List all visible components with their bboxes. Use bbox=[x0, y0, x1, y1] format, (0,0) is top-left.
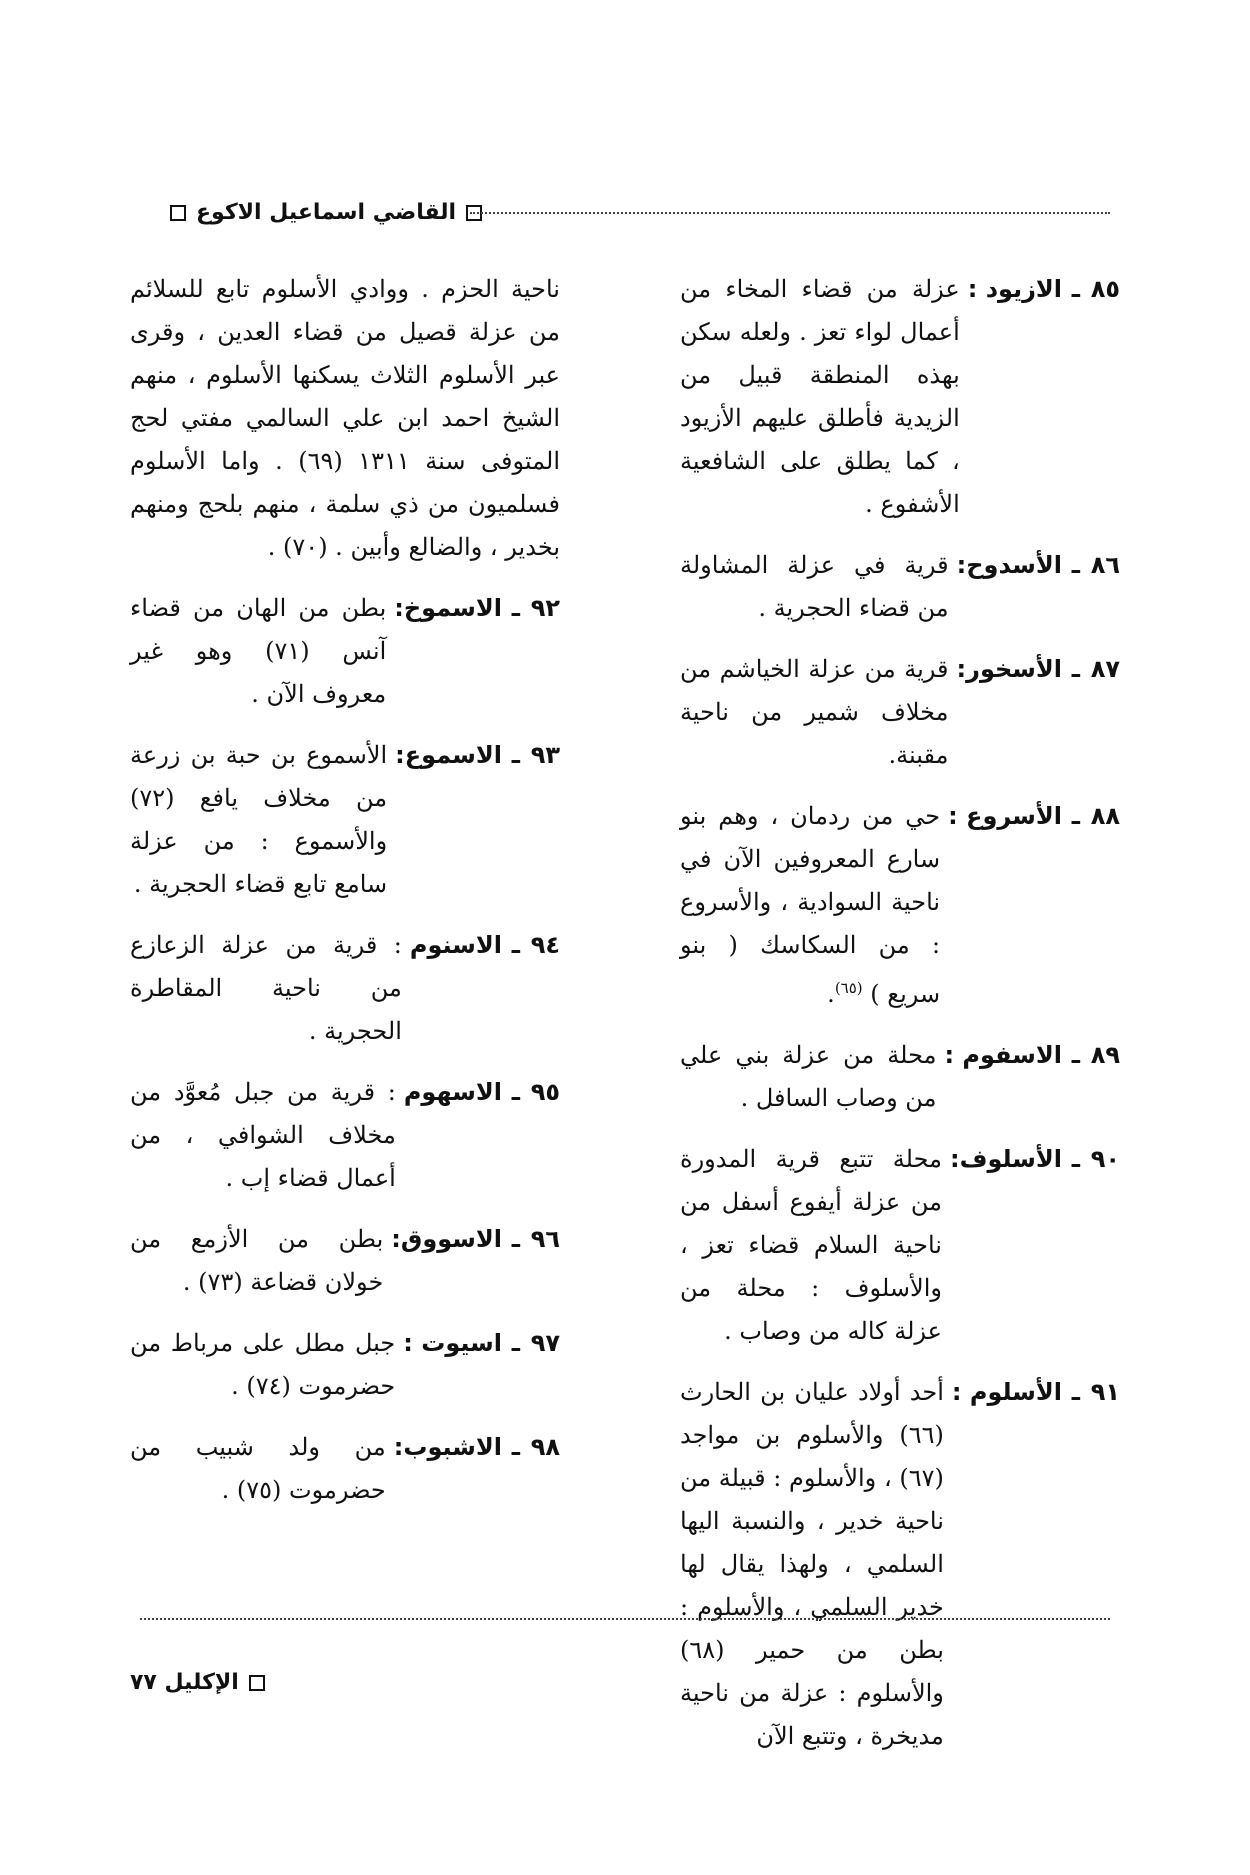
entry-definition: : قرية من جبل مُعوَّد من مخلاف الشوافي ، من أعمال قضاء إب . bbox=[130, 1078, 396, 1192]
entry-number: ٩٥ bbox=[530, 1078, 560, 1106]
entry-number: ٨٥ bbox=[1090, 275, 1120, 303]
entry bbox=[130, 734, 560, 906]
entry-term: الأسروع : bbox=[948, 802, 1062, 830]
entry-term: الاشبوب: bbox=[393, 1433, 502, 1461]
entry-definition: بطن من الهان من قضاء آنس (٧١) وهو غير معروف الآن . bbox=[130, 594, 387, 708]
entry-term: الاسهوم bbox=[403, 1078, 502, 1106]
entry-dash: ـ bbox=[1071, 1378, 1080, 1406]
entry bbox=[130, 1426, 560, 1512]
entry-dash: ـ bbox=[1071, 275, 1080, 303]
entry-definition: : قرية من عزلة الزعازع من ناحية المقاطرة الحجرية . bbox=[130, 931, 402, 1045]
top-dotted-rule bbox=[470, 212, 1110, 214]
entry bbox=[680, 648, 1120, 777]
entry-definition: جبل مطل على مرباط من حضرموت (٧٤) . bbox=[130, 1329, 396, 1400]
entry-number: ٩٦ bbox=[530, 1225, 560, 1253]
entry bbox=[680, 1371, 1120, 1758]
entry bbox=[130, 587, 560, 716]
entry bbox=[680, 544, 1120, 630]
running-head-text: القاضي اسماعيل الاكوع bbox=[196, 200, 457, 225]
entry-definition: من ولد شبيب من حضرموت (٧٥) . bbox=[130, 1433, 386, 1504]
entry-definition: قرية في عزلة المشاولة من قضاء الحجرية . bbox=[680, 551, 949, 622]
entry-term: الاسووق: bbox=[391, 1225, 502, 1253]
entry-term: الاسفوم : bbox=[944, 1041, 1062, 1069]
continuation-paragraph: ناحية الحزم . ووادي الأسلوم تابع للسلائم من عزلة قصيل من قضاء العدين ، وقرى عبر الأسلوم الثلاث يسكنها الأسلوم ، منهم الشيخ احمد ابن علي السالمي مفتي لحج المتوفى سنة ١٣١١ (٦٩) . واما الأسلوم فسلميون من ذي سلمة ، منهم بلحج ومنهم بخدير ، والضالع وأبين . (٧٠) . bbox=[130, 275, 561, 561]
entry-number: ٩٧ bbox=[530, 1329, 560, 1357]
entry-dash: ـ bbox=[511, 1225, 520, 1253]
entry-number: ٩١ bbox=[1090, 1378, 1120, 1406]
entry-dash: ـ bbox=[511, 1078, 520, 1106]
entry-definition-text: حي من ردمان ، وهم بنو سارع المعروفين الآن في ناحية السوادية ، والأسروع : من السكاسك ( بنو سريع ) bbox=[680, 802, 941, 1008]
page-footer bbox=[130, 1670, 265, 1695]
entry-dash: ـ bbox=[1071, 1041, 1080, 1069]
entry-number: ٩٠ bbox=[1090, 1145, 1120, 1173]
entry-term: الاسموع: bbox=[395, 741, 502, 769]
entry-definition: محلة من عزلة بني علي من وصاب السافل . bbox=[680, 1041, 937, 1112]
entry-dash: ـ bbox=[1071, 1145, 1080, 1173]
square-ornament-icon bbox=[249, 1675, 265, 1691]
entry-term: الاسنوم bbox=[409, 931, 502, 959]
entry bbox=[680, 268, 1120, 526]
entry-definition: قرية من عزلة الخياشم من مخلاف شمير من ناحية مقبنة. bbox=[680, 655, 949, 769]
entry-term: اسيوت : bbox=[403, 1329, 502, 1357]
entry-definition: محلة تتبع قرية المدورة من عزلة أيفوع أسفل من ناحية السلام قضاء تعز ، والأسلوف : محلة من عزلة كاله من وصاب . bbox=[680, 1145, 942, 1345]
bottom-dotted-rule bbox=[140, 1618, 1110, 1620]
entry-dash: ـ bbox=[511, 931, 520, 959]
entry-term: الأسلوم : bbox=[951, 1378, 1062, 1406]
entry-number: ٨٦ bbox=[1090, 551, 1120, 579]
entry-term: الأسلوف: bbox=[949, 1145, 1062, 1173]
page-folio: الإكليل ٧٧ bbox=[130, 1670, 239, 1695]
entry-definition: حي من ردمان ، وهم بنو سارع المعروفين الآن في ناحية السوادية ، والأسروع : من السكاسك ( بنو سريع ) $^{(٦٥)}$. bbox=[680, 802, 941, 1008]
entry bbox=[680, 1034, 1120, 1120]
entry-number: ٩٤ bbox=[530, 931, 560, 959]
entry bbox=[130, 1322, 560, 1408]
entry-definition: الأسموع بن حبة بن زرعة من مخلاف يافع (٧٢) والأسموع : من عزلة سامع تابع قضاء الحجرية . bbox=[130, 741, 388, 898]
entry bbox=[680, 1138, 1120, 1353]
entry-term: الأسخور: bbox=[956, 655, 1062, 683]
entry bbox=[130, 924, 560, 1053]
entry-number: ٨٨ bbox=[1090, 802, 1120, 830]
entry-dash: ـ bbox=[511, 1433, 520, 1461]
entry-dash: ـ bbox=[511, 1329, 520, 1357]
entry-number: ٩٣ bbox=[530, 741, 560, 769]
entry-dash: ـ bbox=[511, 594, 520, 622]
entry-number: ٨٩ bbox=[1090, 1041, 1120, 1069]
entry-number: ٨٧ bbox=[1090, 655, 1120, 683]
entry-definition: عزلة من قضاء المخاء من أعمال لواء تعز . ولعله سكن بهذه المنطقة قبيل من الزيدية فأطلق عليهم الأزيود ، كما يطلق على الشافعية الأشفوع . bbox=[680, 275, 960, 518]
right-column bbox=[680, 268, 1120, 1776]
entry-definition: أحد أولاد عليان بن الحارث (٦٦) والأسلوم بن مواجد (٦٧) ، والأسلوم : قبيلة من ناحية خدير ، والنسبة اليها السلمي ، ولهذا يقال لها خدير السلمي ، والأسلوم : بطن من حمير (٦٨) والأسلوم : عزلة من ناحية مديخرة ، وتتبع الآن bbox=[680, 1378, 944, 1750]
entry-dash: ـ bbox=[1071, 655, 1080, 683]
running-head bbox=[170, 200, 482, 225]
entry bbox=[130, 1071, 560, 1200]
entry-number: ٩٢ bbox=[530, 594, 560, 622]
entry-term: الاسموخ: bbox=[394, 594, 502, 622]
entry-term: الازيود : bbox=[967, 275, 1062, 303]
entry-dash: ـ bbox=[511, 741, 520, 769]
square-ornament-icon bbox=[170, 205, 186, 221]
entry bbox=[680, 795, 1120, 1016]
entry-number: ٩٨ bbox=[530, 1433, 560, 1461]
left-column bbox=[130, 268, 560, 1530]
footnote-marker: (٦٥) bbox=[834, 979, 863, 997]
entry-definition: بطن من الأزمع من خولان قضاعة (٧٣) . bbox=[130, 1225, 384, 1296]
entry-term: الأسدوح: bbox=[956, 551, 1062, 579]
entry-dash: ـ bbox=[1071, 551, 1080, 579]
entry-dash: ـ bbox=[1071, 802, 1080, 830]
entry bbox=[130, 1218, 560, 1304]
